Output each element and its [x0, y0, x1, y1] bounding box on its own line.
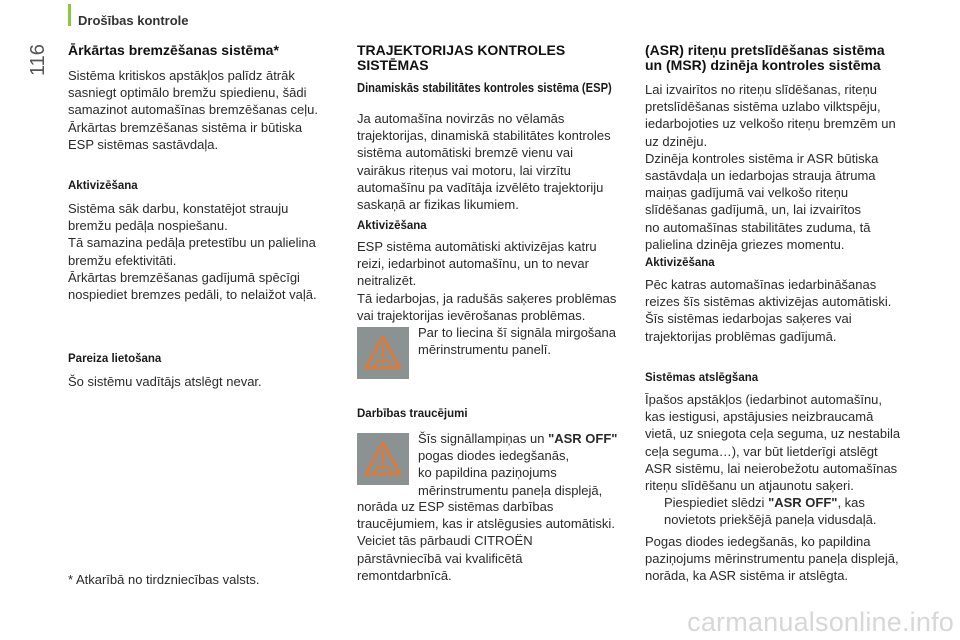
usage-heading: Pareiza lietošana: [68, 353, 162, 365]
asr-intro: Lai izvairītos no riteņu slīdēšanas, riteņu pretslīdēšanas sistēma uzlabo vilktspēju, iedarbojoties uz velkošo riteņu bremzēm un uz dzinēju. Dzinēja kontroles sistēma ir ASR būtiska sastāvdaļa un iedarbojas strauja ātruma maiņas gadījumā vai velkošo riteņu slīdēšanas gadījumā, un, lai izvairītos no automašīnas stabilitātes zuduma, tā palielina dzinēja griezes momentu.: [645, 82, 896, 252]
bullet-post: , kas novietots priekšējā paneļa vidusdaļā.: [664, 495, 877, 528]
esp-fault-lamp-icon: [357, 433, 409, 485]
warn2-text-post: pogas diodes iedegšanās, ko papildina paziņojums mērinstrumentu paneļa displejā,: [418, 448, 603, 498]
fault-heading: Darbības traucējumi: [357, 408, 468, 420]
asr-off-switch-label: "ASR OFF": [768, 495, 838, 510]
col2-activation-heading: Aktivizēšana: [357, 220, 427, 232]
deactivation-heading: Sistēmas atslēgšana: [645, 372, 759, 384]
bullet-text: [664, 494, 920, 528]
esp-subtitle: Dinamiskās stabilitātes kontroles sistēma (ESP): [357, 80, 612, 95]
warn1-text: Par to liecina šī signāla mirgošana mērinstrumentu panelī.: [418, 325, 616, 358]
emergency-braking-title: Ārkārtas bremzēšanas sistēma*: [68, 42, 279, 58]
watermark: carmanualsonline.info: [687, 607, 954, 637]
trajectory-control-title: TRAJEKTORIJAS KONTROLES SISTĒMAS: [357, 42, 566, 73]
fault-text: norāda uz ESP sistēmas darbības traucējumiem, kas ir atslēgusies automātiski. Veiciet tās pārbaudi CITROËN pārstāvniecībā vai kvalificētā remontdarbnīcā.: [357, 499, 615, 583]
usage-text: Šo sistēmu vadītājs atslēgt nevar.: [68, 374, 262, 389]
bullet-pre: Piespiediet slēdzi: [664, 495, 769, 510]
closing-text: Pogas diodes iedegšanās, ko papildina paziņojums mērinstrumentu paneļa displejā, norāda, ka ASR sistēma ir atslēgta.: [645, 534, 899, 584]
col2-activation-text: ESP sistēma automātiski aktivizējas katru reizi, iedarbinot automašīnu, un to nevar neitralizēt. Tā iedarbojas, ja radušās saķeres problēmas vai trajektorijas ievērošanas problēmas.: [357, 239, 617, 323]
warn2-text: [418, 430, 633, 499]
emergency-braking-intro: Sistēma kritiskos apstākļos palīdz ātrāk sasniegt optimālo bremžu spiedienu, šādi samazinot automašīnas bremzēšanas ceļu. Ārkārtas bremzēšanas sistēma ir būtiska ESP sistēmas sastāvdaļa.: [68, 68, 319, 152]
asr-msr-title: (ASR) riteņu pretslīdēšanas sistēma un (MSR) dzinēja kontroles sistēma: [645, 42, 885, 73]
footnote: * Atkarībā no tirdzniecības valsts.: [68, 572, 260, 587]
col1-activation-heading: Aktivizēšana: [68, 180, 138, 192]
page-number: 116: [27, 44, 49, 76]
col3-activation-heading: Aktivizēšana: [645, 257, 715, 269]
asr-off-instruction: [645, 494, 920, 528]
asr-off-label: "ASR OFF": [548, 431, 618, 446]
section-title: Drošības kontrole: [78, 13, 189, 28]
section-accent-bar: [68, 4, 71, 26]
deactivation-text: Īpašos apstākļos (iedarbinot automašīnu, kas iestigusi, apstājusies neizbraucamā vietā, uz sniegota ceļa seguma, uz nestabila ceļa seguma…), var būt lietderīgi atslēgt ASR sistēmu, lai neierobežotu automašīnas riteņu slīdēšanu un atjaunotu saķeri.: [645, 392, 901, 494]
esp-intro: Ja automašīna novirzās no vēlamās trajektorijas, dinamiskā stabilitātes kontroles sistēma automātiski bremzē vienu vai vairākus riteņus vai motoru, lai virzītu automašīnu pa vadītāja izvēlēto trajektoriju saskaņā ar fizikas likumiem.: [357, 111, 611, 213]
col1-activation-text: Sistēma sāk darbu, konstatējot strauju bremžu pedāļa nospiešanu. Tā samazina pedāļa pretestību un palielina bremžu efektivitāti. Ārkārtas bremzēšanas gadījumā spēcīgi nospiediet bremzes pedāli, to nelaižot vaļā.: [68, 201, 317, 303]
esp-warning-lamp-icon: [357, 327, 409, 379]
col3-activation-text: Pēc katras automašīnas iedarbināšanas reizes šīs sistēmas aktivizējas automātiski. Šīs sistēmas iedarbojas saķeres vai trajektorijas problēmas gadījumā.: [645, 277, 892, 344]
warn2-text-pre: Šīs signāllampiņas un: [418, 431, 549, 446]
